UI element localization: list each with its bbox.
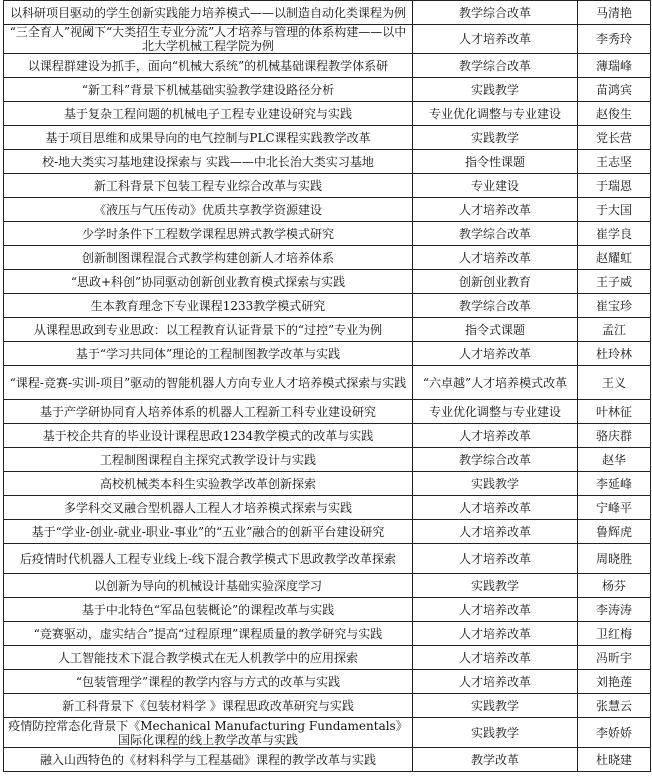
- person-cell: 杜玲林: [578, 342, 651, 366]
- category-cell: 人才培养改革: [413, 646, 578, 670]
- project-title-cell: 基于复杂工程问题的机械电子工程专业建设研究与实践: [4, 102, 413, 126]
- person-cell: 李娇娇: [578, 718, 651, 748]
- table-row: [4, 496, 651, 520]
- category-cell: 教学综合改革: [413, 1, 578, 25]
- person-cell: 于瑞恩: [578, 174, 651, 198]
- category-cell: 人才培养改革: [413, 520, 578, 544]
- category-cell: 人才培养改革: [413, 598, 578, 622]
- category-cell: 人才培养改革: [413, 622, 578, 646]
- person-cell: 赵耀虹: [578, 246, 651, 270]
- person-cell: 卫红梅: [578, 622, 651, 646]
- person-cell: 孟江: [578, 318, 651, 342]
- table-row: [4, 78, 651, 102]
- category-cell: 人才培养改革: [413, 246, 578, 270]
- person-cell: 鲁辉虎: [578, 520, 651, 544]
- project-title-cell: 《液压与气压传动》优质共享教学资源建设: [4, 198, 413, 222]
- project-title-cell: 高校机械类本科生实验教学改革创新探索: [4, 472, 413, 496]
- project-title-cell: “思政+科创”协同驱动创新创业教育模式探索与实践: [4, 270, 413, 294]
- project-title-cell: 基于项目思维和成果导向的电气控制与PLC课程实践教学改革: [4, 126, 413, 150]
- table-row: [4, 25, 651, 54]
- person-cell: 崔学良: [578, 222, 651, 246]
- table-row: [4, 574, 651, 598]
- category-cell: 人才培养改革: [413, 544, 578, 574]
- project-title-cell: 新工科背景下包装工程专业综合改革与实践: [4, 174, 413, 198]
- table-row: [4, 670, 651, 694]
- person-cell: 王志坚: [578, 150, 651, 174]
- project-title-cell: “竞赛驱动，虚实结合”提高“过程原理”课程质量的教学研究与实践: [4, 622, 413, 646]
- category-cell: 实践教学: [413, 574, 578, 598]
- category-cell: 人才培养改革: [413, 496, 578, 520]
- category-cell: 教学综合改革: [413, 54, 578, 78]
- category-cell: 人才培养改革: [413, 424, 578, 448]
- category-cell: 人才培养改革: [413, 342, 578, 366]
- table-row: [4, 366, 651, 400]
- person-cell: 周晓胜: [578, 544, 651, 574]
- table-row: [4, 718, 651, 748]
- person-cell: 杜晓建: [578, 748, 651, 772]
- category-cell: 指令性课题: [413, 150, 578, 174]
- person-cell: 于大国: [578, 198, 651, 222]
- person-cell: 李涛涛: [578, 598, 651, 622]
- category-cell: 人才培养改革: [413, 670, 578, 694]
- table-row: [4, 448, 651, 472]
- category-cell: 实践教学: [413, 78, 578, 102]
- person-cell: 马清艳: [578, 1, 651, 25]
- person-cell: 宁峰平: [578, 496, 651, 520]
- person-cell: 赵俊生: [578, 102, 651, 126]
- project-title-cell: 校-地大类实习基地建设探索与 实践——中北长治大类实习基地: [4, 150, 413, 174]
- person-cell: 叶林征: [578, 400, 651, 424]
- project-title-cell: 少学时条件下工程数学课程思辨式教学模式研究: [4, 222, 413, 246]
- project-title-cell: 多学科交叉融合型机器人工程人才培养模式探索与实践: [4, 496, 413, 520]
- project-title-cell: 疫情防控常态化背景下《Mechanical Manufacturing Fundamentals》国际化课程的线上教学改革与实践: [4, 718, 413, 748]
- table-row: [4, 174, 651, 198]
- table-row: [4, 598, 651, 622]
- person-cell: 王义: [578, 366, 651, 400]
- table-row: [4, 400, 651, 424]
- category-cell: 教学综合改革: [413, 222, 578, 246]
- project-title-cell: “包装管理学”课程的教学内容与方式的改革与实践: [4, 670, 413, 694]
- category-cell: 专业优化调整与专业建设: [413, 400, 578, 424]
- project-title-cell: 人工智能技术下混合教学模式在无人机教学中的应用探索: [4, 646, 413, 670]
- project-title-cell: 基于“学业-创业-就业-职业-事业”的“五业”融合的创新平台建设研究: [4, 520, 413, 544]
- table-row: [4, 150, 651, 174]
- table-row: [4, 1, 651, 25]
- project-title-cell: 后疫情时代机器人工程专业线上-线下混合教学模式下思政教学改革探索: [4, 544, 413, 574]
- category-cell: 人才培养改革: [413, 198, 578, 222]
- table-row: [4, 748, 651, 772]
- person-cell: 李秀玲: [578, 25, 651, 54]
- category-cell: 实践教学: [413, 718, 578, 748]
- person-cell: 崔宝珍: [578, 294, 651, 318]
- table-row: [4, 126, 651, 150]
- person-cell: 刘艳莲: [578, 670, 651, 694]
- table-row: [4, 544, 651, 574]
- table-row: [4, 342, 651, 366]
- category-cell: 专业建设: [413, 174, 578, 198]
- project-title-cell: 基于中北特色“军品包装概论”的课程改革与实践: [4, 598, 413, 622]
- person-cell: 张慧云: [578, 694, 651, 718]
- project-title-cell: 以课程群建设为抓手，面向“机械大系统”的机械基础课程教学体系研: [4, 54, 413, 78]
- project-title-cell: 基于产学研协同育人培养体系的机器人工程新工科专业建设研究: [4, 400, 413, 424]
- table-row: [4, 246, 651, 270]
- category-cell: 人才培养改革: [413, 25, 578, 54]
- project-title-cell: “课程-竞赛-实训-项目”驱动的智能机器人方向专业人才培养模式探索与实践: [4, 366, 413, 400]
- category-cell: 创新创业教育: [413, 270, 578, 294]
- category-cell: 指令式课题: [413, 318, 578, 342]
- category-cell: 专业优化调整与专业建设: [413, 102, 578, 126]
- person-cell: 李延峰: [578, 472, 651, 496]
- category-cell: 实践教学: [413, 694, 578, 718]
- project-title-cell: 创新制图课程混合式教学构建创新人才培养体系: [4, 246, 413, 270]
- project-title-cell: 新工科背景下《包装材料学 》课程思政改革研究与实践: [4, 694, 413, 718]
- project-title-cell: 以科研项目驱动的学生创新实践能力培养模式——以制造自动化类课程为例: [4, 1, 413, 25]
- project-title-cell: “新工科”背景下机械基础实验教学建设路径分析: [4, 78, 413, 102]
- table-row: [4, 222, 651, 246]
- table-row: [4, 198, 651, 222]
- project-table-body: [4, 1, 651, 772]
- table-row: [4, 622, 651, 646]
- project-title-cell: 生本教育理念下专业课程1233教学模式研究: [4, 294, 413, 318]
- person-cell: 杨芬: [578, 574, 651, 598]
- person-cell: 赵华: [578, 448, 651, 472]
- project-title-cell: “三全育人”视阈下“大类招生专业分流”人才培养与管理的体系构建——以中北大学机械工程学院为例: [4, 25, 413, 54]
- table-row: [4, 270, 651, 294]
- category-cell: 教学综合改革: [413, 448, 578, 472]
- category-cell: 实践教学: [413, 126, 578, 150]
- table-row: [4, 294, 651, 318]
- table-row: [4, 102, 651, 126]
- table-row: [4, 472, 651, 496]
- person-cell: 王子威: [578, 270, 651, 294]
- category-cell: 实践教学: [413, 472, 578, 496]
- person-cell: 薄瑞峰: [578, 54, 651, 78]
- person-cell: 冯昕宇: [578, 646, 651, 670]
- person-cell: 苗鸿宾: [578, 78, 651, 102]
- project-title-cell: 从课程思政到专业思政：以工程教育认证背景下的“过控”专业为例: [4, 318, 413, 342]
- category-cell: 教学改革: [413, 748, 578, 772]
- category-cell: 教学综合改革: [413, 294, 578, 318]
- project-table: [3, 0, 651, 772]
- table-row: [4, 520, 651, 544]
- project-title-cell: 基于“学习共同体”理论的工程制图教学改革与实践: [4, 342, 413, 366]
- person-cell: 骆庆群: [578, 424, 651, 448]
- table-row: [4, 694, 651, 718]
- project-title-cell: 以创新为导向的机械设计基础实验深度学习: [4, 574, 413, 598]
- person-cell: 党长营: [578, 126, 651, 150]
- table-row: [4, 646, 651, 670]
- project-table-container: [3, 0, 650, 772]
- table-row: [4, 424, 651, 448]
- project-title-cell: 融入山西特色的《材料科学与工程基础》课程的教学改革与实践: [4, 748, 413, 772]
- table-row: [4, 54, 651, 78]
- table-row: [4, 318, 651, 342]
- project-title-cell: 工程制图课程自主探究式教学设计与实践: [4, 448, 413, 472]
- category-cell: “六卓越”人才培养模式改革: [413, 366, 578, 400]
- project-title-cell: 基于校企共育的毕业设计课程思政1234教学模式的改革与实践: [4, 424, 413, 448]
